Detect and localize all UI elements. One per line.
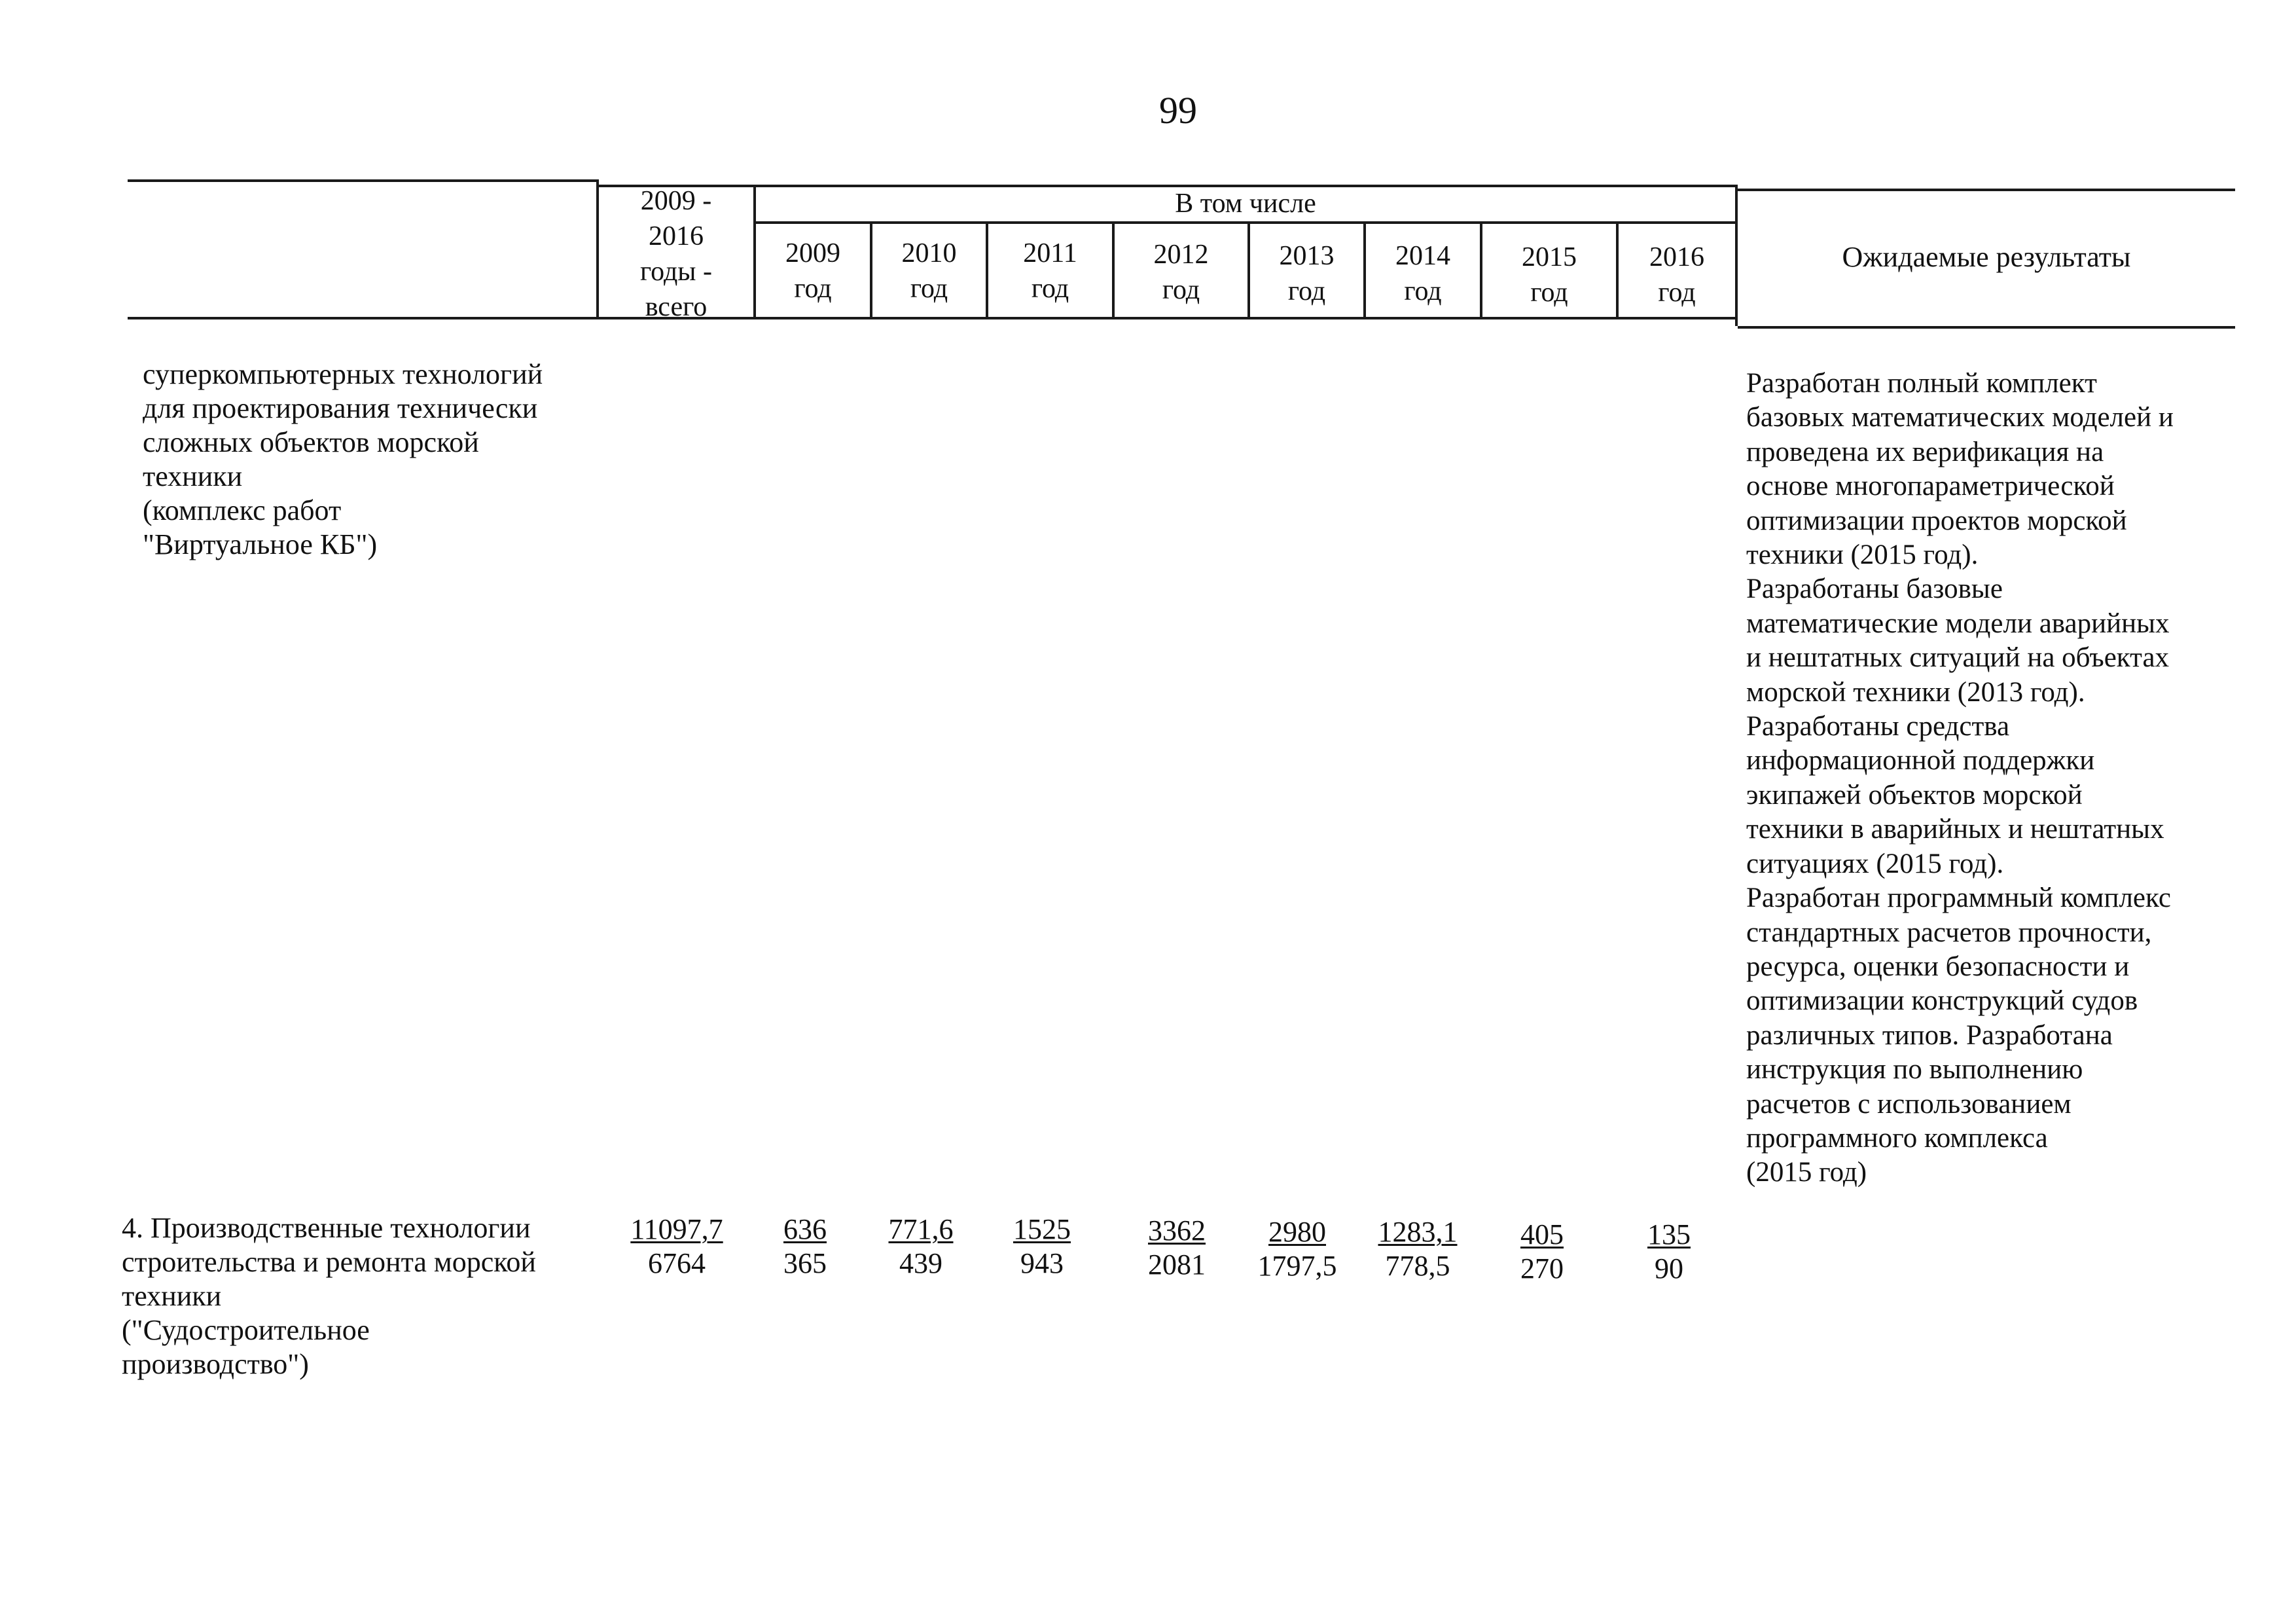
value-bottom: 6764 bbox=[648, 1247, 706, 1279]
header-year-2013 bbox=[1250, 238, 1363, 309]
year-unit: год bbox=[1162, 275, 1200, 305]
header-year-2010 bbox=[872, 236, 986, 306]
header-year-2009 bbox=[756, 236, 870, 306]
year-unit: год bbox=[1287, 276, 1326, 306]
row4-value-2013 bbox=[1245, 1215, 1350, 1283]
value-bottom: 778,5 bbox=[1385, 1250, 1450, 1282]
value-bottom: 439 bbox=[899, 1247, 942, 1279]
header-bottom-rule bbox=[128, 317, 1738, 319]
year-unit: год bbox=[1530, 278, 1568, 308]
year-label: 2013 bbox=[1279, 241, 1335, 271]
header-top-rule bbox=[1738, 189, 2235, 191]
header-expected-results: Ожидаемые результаты bbox=[1842, 241, 2131, 273]
page-number: 99 bbox=[1159, 89, 1197, 132]
value-bottom: 943 bbox=[1020, 1247, 1064, 1279]
value-top: 771,6 bbox=[888, 1213, 954, 1245]
row4-value-2016 bbox=[1617, 1218, 1721, 1286]
header-year-2015 bbox=[1482, 240, 1616, 310]
value-bottom: 1797,5 bbox=[1257, 1250, 1337, 1282]
year-unit: год bbox=[910, 274, 948, 304]
year-label: 2009 bbox=[785, 238, 840, 268]
value-bottom: 2081 bbox=[1148, 1249, 1206, 1281]
value-bottom: 365 bbox=[783, 1247, 827, 1279]
value-bottom: 270 bbox=[1520, 1252, 1564, 1285]
row4-value-2012 bbox=[1124, 1214, 1229, 1282]
header-bottom-rule bbox=[1738, 326, 2235, 329]
row4-value-total bbox=[624, 1213, 729, 1281]
year-unit: год bbox=[1658, 278, 1696, 308]
subheader-rule bbox=[753, 221, 1738, 224]
year-label: 2010 bbox=[901, 238, 957, 268]
year-label: 2014 bbox=[1395, 241, 1450, 271]
header-total-years: 2009 - 2016 годы - всего bbox=[639, 186, 713, 322]
row4-value-2010 bbox=[869, 1213, 973, 1281]
header-year-2014 bbox=[1366, 238, 1480, 309]
header-group-label: В том числе bbox=[1175, 189, 1316, 219]
row4-name: 4. Производственные технологии строительства и ремонта морской техники ("Судостроительное производство") bbox=[122, 1212, 536, 1380]
value-top: 11097,7 bbox=[630, 1213, 723, 1245]
value-bottom: 90 bbox=[1655, 1252, 1683, 1285]
year-label: 2012 bbox=[1153, 240, 1209, 270]
year-label: 2015 bbox=[1522, 242, 1577, 272]
row3-name: суперкомпьютерных технологий для проектирования технически сложных объектов морской техники (комплекс работ "Виртуальное КБ") bbox=[143, 358, 543, 560]
year-unit: год bbox=[1031, 274, 1069, 304]
header-year-2016 bbox=[1619, 240, 1735, 310]
row4-value-2015 bbox=[1490, 1218, 1594, 1286]
value-top: 3362 bbox=[1148, 1214, 1206, 1247]
value-top: 1283,1 bbox=[1378, 1216, 1458, 1248]
row4-value-2009 bbox=[753, 1213, 857, 1281]
row4-value-2014 bbox=[1365, 1215, 1470, 1283]
row3-expected-results: Разработан полный комплект базовых математических моделей и проведена их верификация на основе многопараметрической оптимизации проектов морской техники (2015 год). Разработаны базовые математические модели аварийных и нештатных ситуаций на объектах морской техники (2013 год). Разработаны средства информационной поддержки экипажей объектов морской техники в аварийных и нештатных ситуациях (2015 год). Разработан программный комплекс стандартных расчетов прочности, ресурса, оценки безопасности и оптимизации конструкций судов различных типов. Разработана инструкция по выполнению расчетов с использованием программного комплекса (2015 год) bbox=[1746, 368, 2174, 1188]
value-top: 2980 bbox=[1268, 1216, 1326, 1248]
value-top: 1525 bbox=[1013, 1213, 1071, 1245]
value-top: 636 bbox=[783, 1213, 827, 1245]
year-unit: год bbox=[794, 274, 832, 304]
header-top-rule bbox=[128, 179, 599, 182]
value-top: 405 bbox=[1520, 1218, 1564, 1250]
value-top: 135 bbox=[1647, 1218, 1691, 1250]
year-label: 2011 bbox=[1023, 238, 1077, 268]
year-unit: год bbox=[1404, 276, 1442, 306]
header-year-2012 bbox=[1115, 237, 1247, 308]
year-label: 2016 bbox=[1649, 242, 1704, 272]
row4-value-2011 bbox=[990, 1213, 1094, 1281]
header-year-2011 bbox=[988, 236, 1112, 306]
